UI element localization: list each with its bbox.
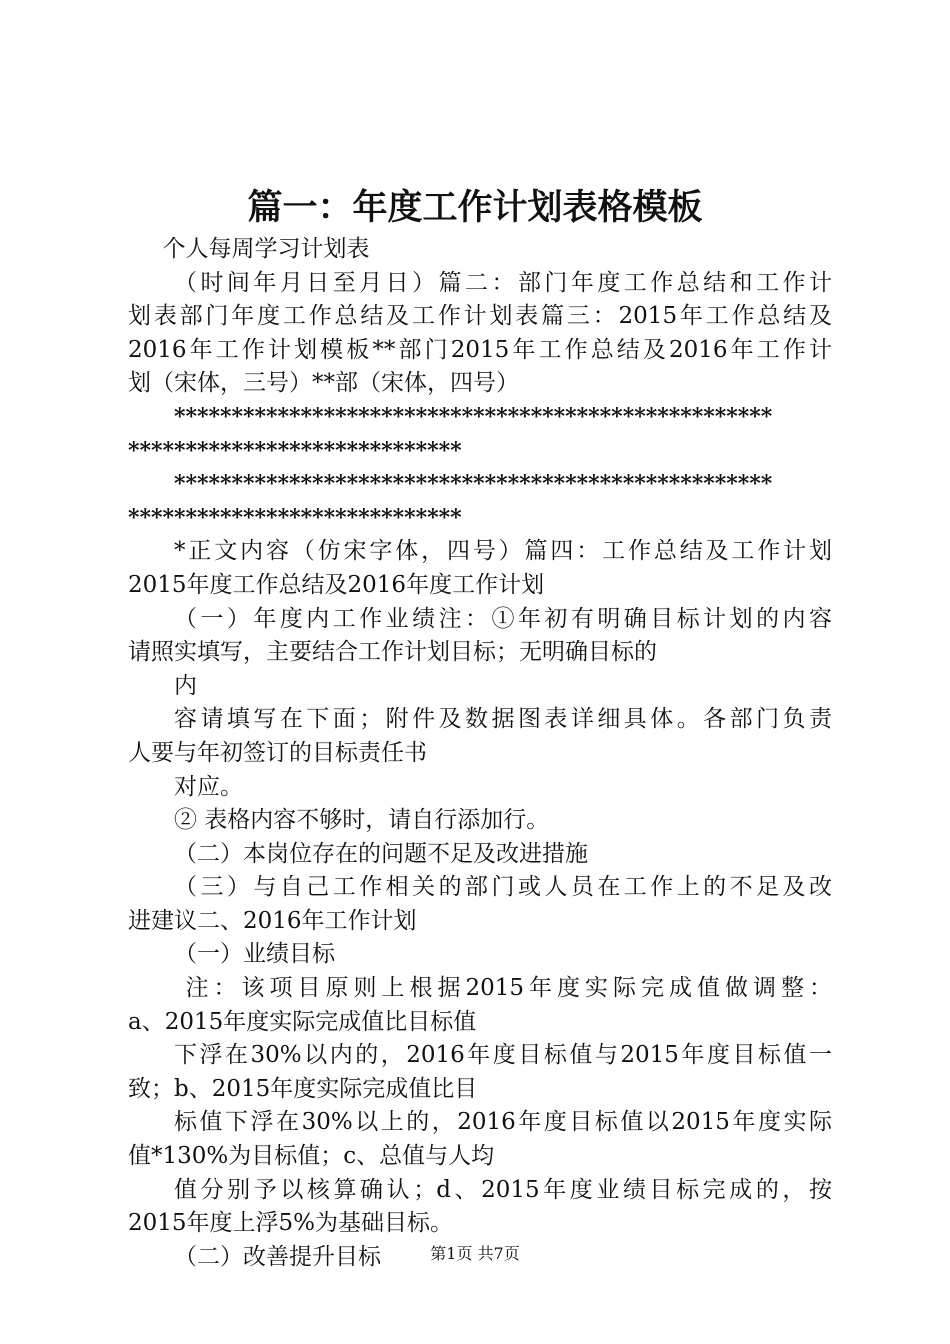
- text-line: 值分别予以核算确认；d、2015年度业绩目标完成的，按: [174, 1176, 832, 1203]
- text-line: *正文内容（仿宋字体，四号）篇四：工作总结及工作计划: [174, 538, 832, 565]
- text-line: （一）年度内工作业绩注：①年初有明确目标计划的内容: [174, 605, 832, 632]
- separator-line: ****************************************************: [174, 403, 773, 430]
- text-line: 人要与年初签订的目标责任书: [128, 739, 427, 766]
- text-line: 进建议二、2016年工作计划: [128, 907, 417, 934]
- text-line: 请照实填写，主要结合工作计划目标；无明确目标的: [128, 639, 657, 666]
- text-line: （二）本岗位存在的问题不足及改进措施: [174, 840, 588, 867]
- text-line: 标值下浮在30%以上的，2016年度目标值以2015年度实际: [174, 1109, 832, 1136]
- document-body: [128, 233, 832, 1274]
- text-line: 注：该项目原则上根据2015年度实际完成值做调整：: [185, 975, 832, 1002]
- separator-line: *****************************: [128, 437, 462, 464]
- text-line: （二）改善提升目标: [174, 1243, 381, 1270]
- text-line: 2015年度上浮5%为基础目标。: [128, 1210, 454, 1237]
- text-line: （一）业绩目标: [174, 941, 335, 968]
- page-footer: 第1页 共7页: [430, 1244, 520, 1263]
- document-title: 篇一：年度工作计划表格模板: [247, 187, 703, 228]
- separator-line: ****************************************************: [174, 471, 773, 498]
- text-line: 内: [174, 672, 197, 699]
- text-line: a、2015年度实际完成值比目标值: [128, 1008, 477, 1035]
- text-line: （三）与自己工作相关的部门或人员在工作上的不足及改: [174, 874, 832, 901]
- text-line: 2016年工作计划模板**部门2015年工作总结及2016年工作计: [128, 336, 832, 363]
- text-line: 值*130%为目标值；c、总值与人均: [128, 1143, 495, 1170]
- text-line: 划表部门年度工作总结及工作计划表篇三：2015年工作总结及: [128, 303, 832, 330]
- text-line: 对应。: [174, 773, 243, 800]
- text-line: 容请填写在下面；附件及数据图表详细具体。各部门负责: [174, 706, 832, 733]
- text-line: ② 表格内容不够时，请自行添加行。: [174, 807, 550, 834]
- text-line: 致；b、2015年度实际完成值比目: [128, 1075, 478, 1102]
- text-line: 下浮在30%以内的，2016年度目标值与2015年度目标值一: [174, 1042, 832, 1069]
- text-line: 个人每周学习计划表: [162, 236, 370, 262]
- separator-line: *****************************: [128, 504, 462, 531]
- text-line: 划（宋体，三号）**部（宋体，四号）: [128, 370, 519, 397]
- text-line: 2015年度工作总结及2016年度工作计划: [128, 571, 545, 598]
- text-line: （时间年月日至月日）篇二：部门年度工作总结和工作计: [174, 269, 832, 296]
